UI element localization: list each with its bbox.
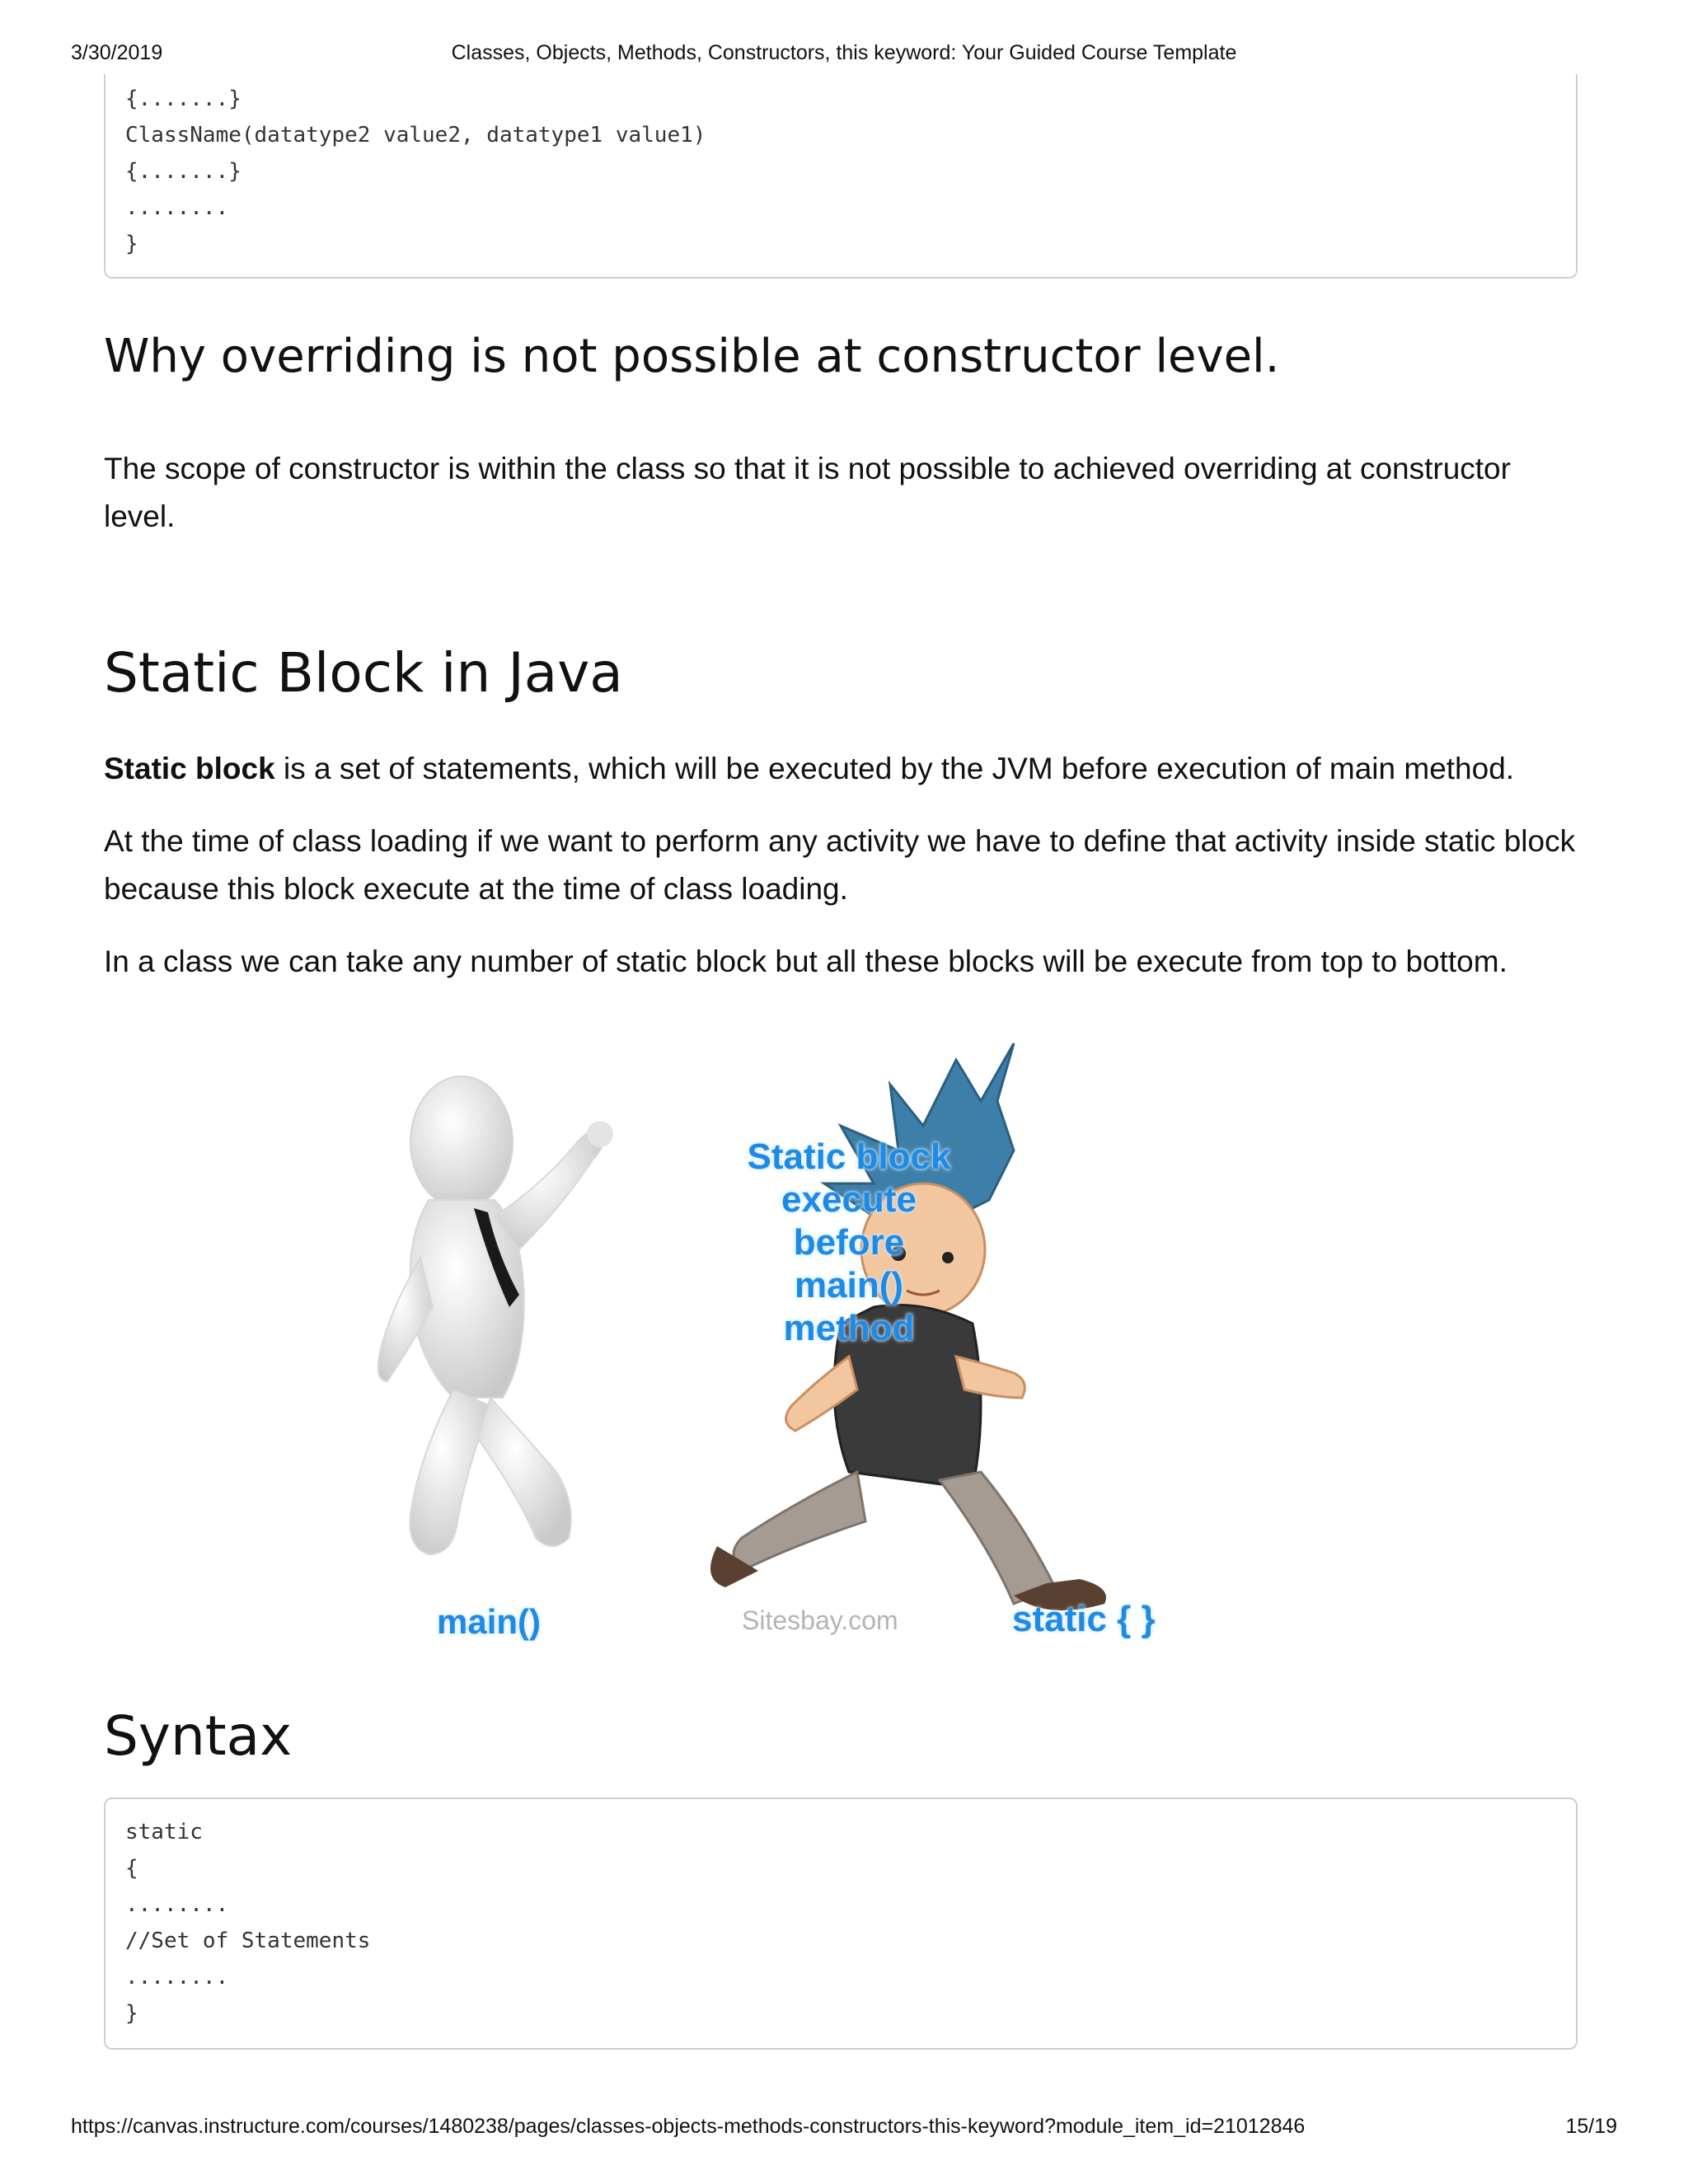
- print-title: Classes, Objects, Methods, Constructors, this keyword: Your Guided Course Template: [451, 41, 1237, 64]
- static-block-illustration: [330, 1010, 1360, 1661]
- paragraph-override: The scope of constructor is within the class so that it is not possible to achieved overriding at constructor level.: [104, 452, 1511, 533]
- heading-static-block: Static Block in Java: [104, 641, 623, 705]
- illustration-watermark: Sitesbay.com: [742, 1605, 898, 1635]
- page-number: 15/19: [1565, 2115, 1617, 2138]
- illustration-caption: [725, 1136, 973, 1350]
- code-block-static-syntax: [104, 1797, 1578, 2050]
- code-line: }: [125, 232, 138, 256]
- code-line: ........: [125, 195, 229, 220]
- bold-term-static-block: Static block: [104, 752, 275, 785]
- illustration-caption-line: main() method: [783, 1265, 915, 1348]
- print-footer: [71, 2115, 1617, 2144]
- illustration-label-main: main(): [437, 1602, 541, 1641]
- paragraph-multiple-blocks: In a class we can take any number of static block but all these blocks will be execute from top to bottom.: [104, 944, 1507, 978]
- paragraph-static-definition-text: is a set of statements, which will be executed by the JVM before execution of main method.: [274, 752, 1515, 785]
- heading-why-overriding: Why overriding is not possible at constructor level.: [104, 330, 1280, 383]
- paragraph-static-definition: [104, 745, 1587, 793]
- code-line: ........: [125, 1965, 229, 1990]
- illustration-caption-line: execute before: [781, 1179, 917, 1263]
- code-line: //Set of Statements: [125, 1929, 371, 1953]
- print-header: [71, 41, 1617, 71]
- illustration-label-static: static { }: [1012, 1599, 1156, 1639]
- white-runner-figure: [378, 1076, 613, 1554]
- print-date: 3/30/2019: [71, 41, 163, 64]
- code-block-constructor-overload: [104, 74, 1578, 279]
- code-line: ClassName(datatype2 value2, datatype1 value1): [125, 123, 706, 148]
- code-line: {.......}: [125, 87, 241, 111]
- paragraph-class-loading: At the time of class loading if we want to perform any activity we have to define that activity inside static block because this block execute at the time of class loading.: [104, 824, 1576, 906]
- heading-syntax: Syntax: [104, 1704, 293, 1768]
- print-url: https://canvas.instructure.com/courses/1480238/pages/classes-objects-methods-constructors-this-keyword?module_item_id=21012846: [71, 2115, 1306, 2138]
- code-line: ........: [125, 1892, 229, 1917]
- code-line: {.......}: [125, 159, 241, 184]
- code-line: {: [125, 1856, 138, 1881]
- illustration-caption-line: Static block: [747, 1137, 951, 1177]
- code-line: static: [125, 1820, 203, 1844]
- code-line: }: [125, 2001, 138, 2026]
